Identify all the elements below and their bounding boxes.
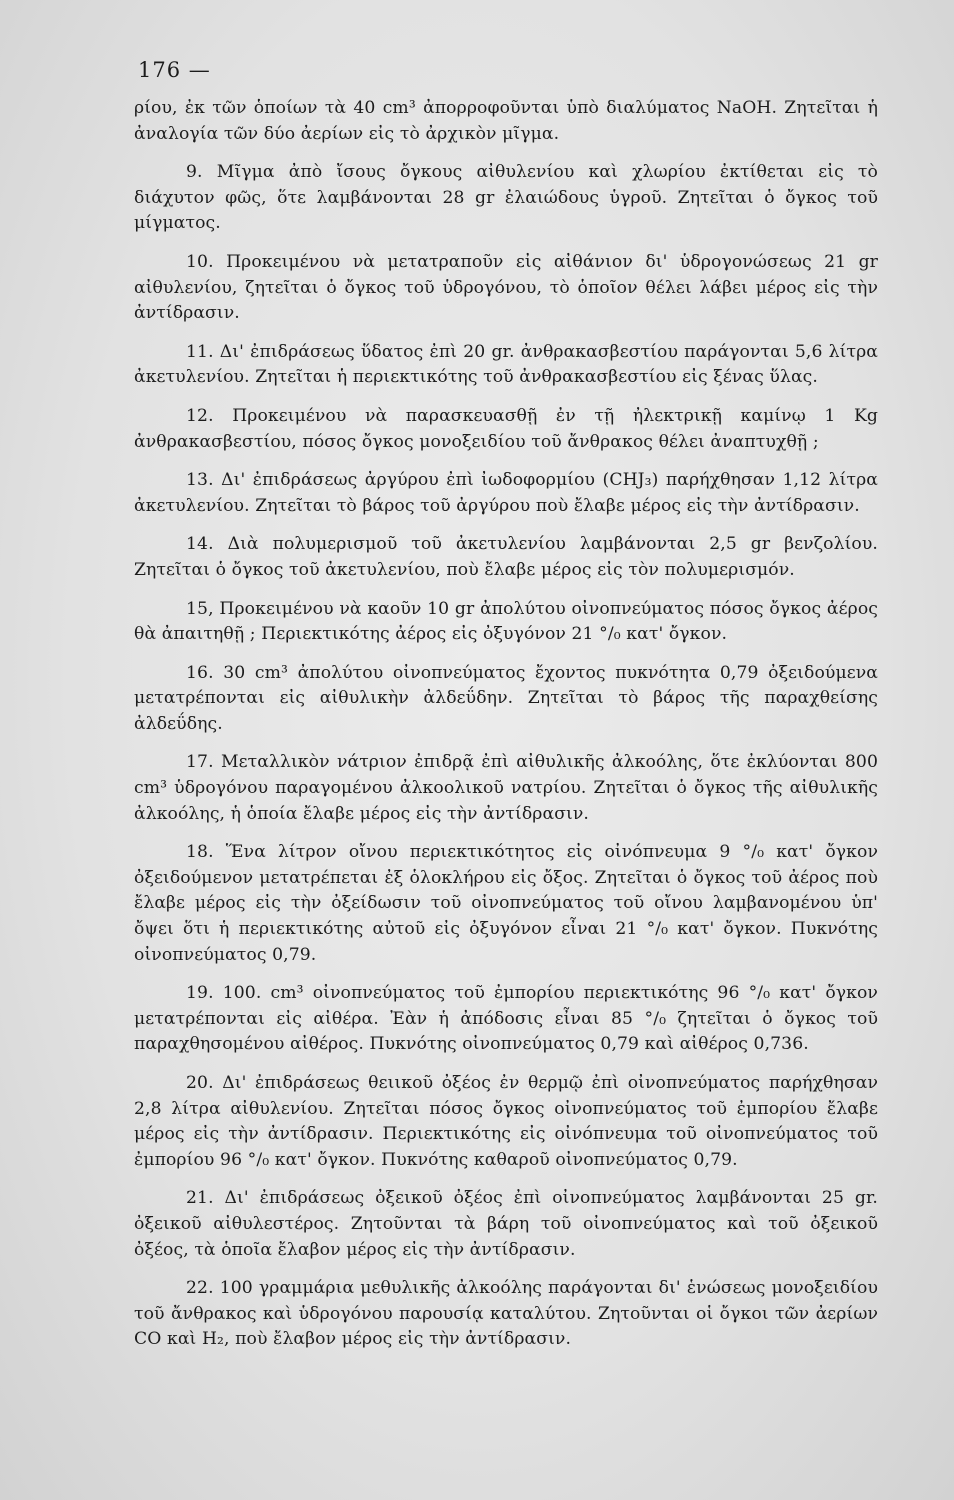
exercise-14 bbox=[134, 532, 878, 583]
exercise-17 bbox=[134, 750, 878, 827]
exercise-21 bbox=[134, 1186, 878, 1263]
exercise-20 bbox=[134, 1071, 878, 1173]
exercise-12 bbox=[134, 404, 878, 455]
exercise-text: Προκειμένου νὰ μετατραποῦν εἰς αἰθάνιον δι' ὑδρογονώσεως 21 gr αἰθυλενίου, ζητεῖται ὁ ὄγκος τοῦ ὑδρογόνου, τὸ ὁποῖον θέλει λάβει μέρος εἰς τὴν ἀντίδρασιν. bbox=[134, 251, 878, 324]
exercise-10 bbox=[134, 250, 878, 327]
exercise-13 bbox=[134, 468, 878, 519]
exercise-text: Προκειμένου νὰ καοῦν 10 gr ἀπολύτου οἰνοπνεύματος πόσος ὄγκος ἀέρος θὰ ἀπαιτηθῇ ; Περιεκτικότης ἀέρος εἰς ὀξυγόνον 21 °/₀ κατ' ὄγκον. bbox=[134, 598, 878, 645]
exercise-text: Μῖγμα ἀπὸ ἴσους ὄγκους αἰθυλενίου καὶ χλωρίου ἐκτίθεται εἰς τὸ διάχυτον φῶς, ὅτε λαμβάνονται 28 gr ἐλαιώδους ὑγροῦ. Ζητεῖται ὁ ὄγκος τοῦ μίγματος. bbox=[134, 162, 878, 234]
paragraph-continuation bbox=[134, 96, 878, 147]
paragraph-text: ρίου, ἐκ τῶν ὁποίων τὰ 40 cm³ ἀπορροφοῦνται ὑπὸ διαλύματος NaOH. Ζητεῖται ἡ ἀναλογία τῶν δύο ἀερίων εἰς τὸ ἀρχικὸν μῖγμα. bbox=[134, 98, 878, 144]
exercise-number: 17. bbox=[186, 752, 214, 773]
exercise-number: 21. bbox=[186, 1188, 214, 1209]
exercise-number: 20. bbox=[186, 1073, 214, 1093]
exercise-number: 14. bbox=[186, 534, 214, 555]
exercise-text: 100 γραμμάρια μεθυλικῆς ἀλκοόλης παράγονται δι' ἑνώσεως μονοξειδίου τοῦ ἄνθρακος καὶ ὑδρογόνου παρουσίᾳ καταλύτου. Ζητοῦνται οἱ ὄγκοι τῶν ἀερίων CO καὶ H₂, ποὺ ἔλαβον μέρος εἰς τὴν ἀντίδρασιν. bbox=[134, 1278, 878, 1350]
exercise-22 bbox=[134, 1276, 878, 1353]
exercise-number: 13. bbox=[186, 470, 214, 491]
exercise-text: Προκειμένου νὰ παρασκευασθῇ ἐν τῇ ἠλεκτρικῇ καμίνῳ 1 Kg ἀνθρακασβεστίου, πόσος ὄγκος μονοξειδίου τοῦ ἄνθρακος θέλει ἀναπτυχθῇ ; bbox=[134, 405, 878, 452]
exercise-text: Ἕνα λίτρον οἴνου περιεκτικότητος εἰς οἰνόπνευμα 9 °/₀ κατ' ὄγκον ὀξειδούμενον μετατρέπεται ἐξ ὁλοκλήρου εἰς ὄξος. Ζητεῖται ὁ ὄγκος τοῦ ἀέρος ποὺ ἔλαβε μέρος εἰς τὴν ὀξείδωσιν τοῦ οἰνοπνεύματος τοῦ οἴνου λαμβανομένου ὑπ' ὄψει ὅτι ἡ περιεκτικότης αὐτοῦ εἰς ὀξυγόνον εἶναι 21 °/₀ κατ' ὄγκον. Πυκνότης οἰνοπνεύματος 0,79. bbox=[134, 842, 878, 965]
exercise-9 bbox=[134, 160, 878, 237]
exercise-text: Δι' ἐπιδράσεως θειικοῦ ὀξέος ἐν θερμῷ ἐπὶ οἰνοπνεύματος παρήχθησαν 2,8 λίτρα αἰθυλενίου. Ζητεῖται πόσος ὄγκος οἰνοπνεύματος τοῦ ἐμπορίου ἔλαβε μέρος εἰς τὴν ἀντίδρασιν. Περιεκτικότης εἰς οἰνόπνευμα τοῦ οἰνοπνεύματος τοῦ ἐμπορίου 96 °/₀ κατ' ὄγκον. Πυκνότης καθαροῦ οἰνοπνεύματος 0,79. bbox=[134, 1073, 878, 1170]
exercise-11 bbox=[134, 340, 878, 391]
page-number: 176 — bbox=[138, 58, 211, 82]
exercise-number: 22. bbox=[186, 1278, 214, 1299]
exercise-number: 19. bbox=[186, 983, 214, 1004]
exercise-text: Δι' ἐπιδράσεως ἀργύρου ἐπὶ ἰωδοφορμίου (CHJ₃) παρήχθησαν 1,12 λίτρα ἀκετυλενίου. Ζητεῖται τὸ βάρος τοῦ ἀργύρου ποὺ ἔλαβε μέρος εἰς τὴν ἀντίδρασιν. bbox=[134, 470, 878, 516]
exercise-15 bbox=[134, 597, 878, 648]
exercise-number: 9. bbox=[186, 162, 203, 183]
exercise-text: 100. cm³ οἰνοπνεύματος τοῦ ἐμπορίου περιεκτικότης 96 °/₀ κατ' ὄγκον μετατρέπονται εἰς αἰθέρα. Ἐὰν ἡ ἀπόδοσις εἶναι 85 °/₀ ζητεῖται ὁ ὄγκος τοῦ παραχθησομένου αἰθέρος. Πυκνότης οἰνοπνεύματος 0,79 καὶ αἰθέρος 0,736. bbox=[134, 983, 878, 1055]
exercise-text: Δι' ἐπιδράσεως ὕδατος ἐπὶ 20 gr. ἀνθρακασβεστίου παράγονται 5,6 λίτρα ἀκετυλενίου. Ζητεῖται ἡ περιεκτικότης τοῦ ἀνθρακασβεστίου εἰς ξένας ὕλας. bbox=[134, 341, 878, 388]
exercise-number: 16. bbox=[186, 662, 214, 683]
exercise-text: Διὰ πολυμερισμοῦ τοῦ ἀκετυλενίου λαμβάνονται 2,5 gr βενζολίου. Ζητεῖται ὁ ὄγκος τοῦ ἀκετυλενίου, ποὺ ἔλαβε μέρος εἰς τὸν πολυμερισμόν. bbox=[134, 534, 878, 580]
exercise-text: Μεταλλικὸν νάτριον ἐπιδρᾷ ἐπὶ αἰθυλικῆς ἀλκοόλης, ὅτε ἐκλύονται 800 cm³ ὑδρογόνου παραγομένου ἀλκοολικοῦ νατρίου. Ζητεῖται ὁ ὄγκος τῆς αἰθυλικῆς ἀλκοόλης, ἡ ὁποία ἔλαβε μέρος εἰς τὴν ἀντίδρασιν. bbox=[134, 752, 878, 824]
exercise-19 bbox=[134, 981, 878, 1058]
exercise-text: Δι' ἐπιδράσεως ὀξεικοῦ ὀξέος ἐπὶ οἰνοπνεύματος λαμβάνονται 25 gr. ὀξεικοῦ αἰθυλεστέρος. Ζητοῦνται τὰ βάρη τοῦ οἰνοπνεύματος καὶ τοῦ ὀξεικοῦ ὀξέος, τὰ ὁποῖα ἔλαβον μέρος εἰς τὴν ἀντίδρασιν. bbox=[134, 1188, 878, 1260]
exercise-18 bbox=[134, 840, 878, 968]
exercise-number: 18. bbox=[186, 842, 214, 863]
exercise-text: 30 cm³ ἀπολύτου οἰνοπνεύματος ἔχοντος πυκνότητα 0,79 ὀξειδούμενα μετατρέπονται εἰς αἰθυλικὴν ἀλδεΰδην. Ζητεῖται τὸ βάρος τῆς παραχθείσης ἀλδεΰδης. bbox=[134, 662, 878, 734]
page-body bbox=[134, 96, 878, 1366]
exercise-number: 12. bbox=[186, 405, 214, 426]
exercise-number: 11. bbox=[186, 341, 214, 362]
exercise-number: 10. bbox=[186, 251, 214, 272]
exercise-16 bbox=[134, 661, 878, 738]
exercise-number: 15, bbox=[186, 598, 214, 619]
